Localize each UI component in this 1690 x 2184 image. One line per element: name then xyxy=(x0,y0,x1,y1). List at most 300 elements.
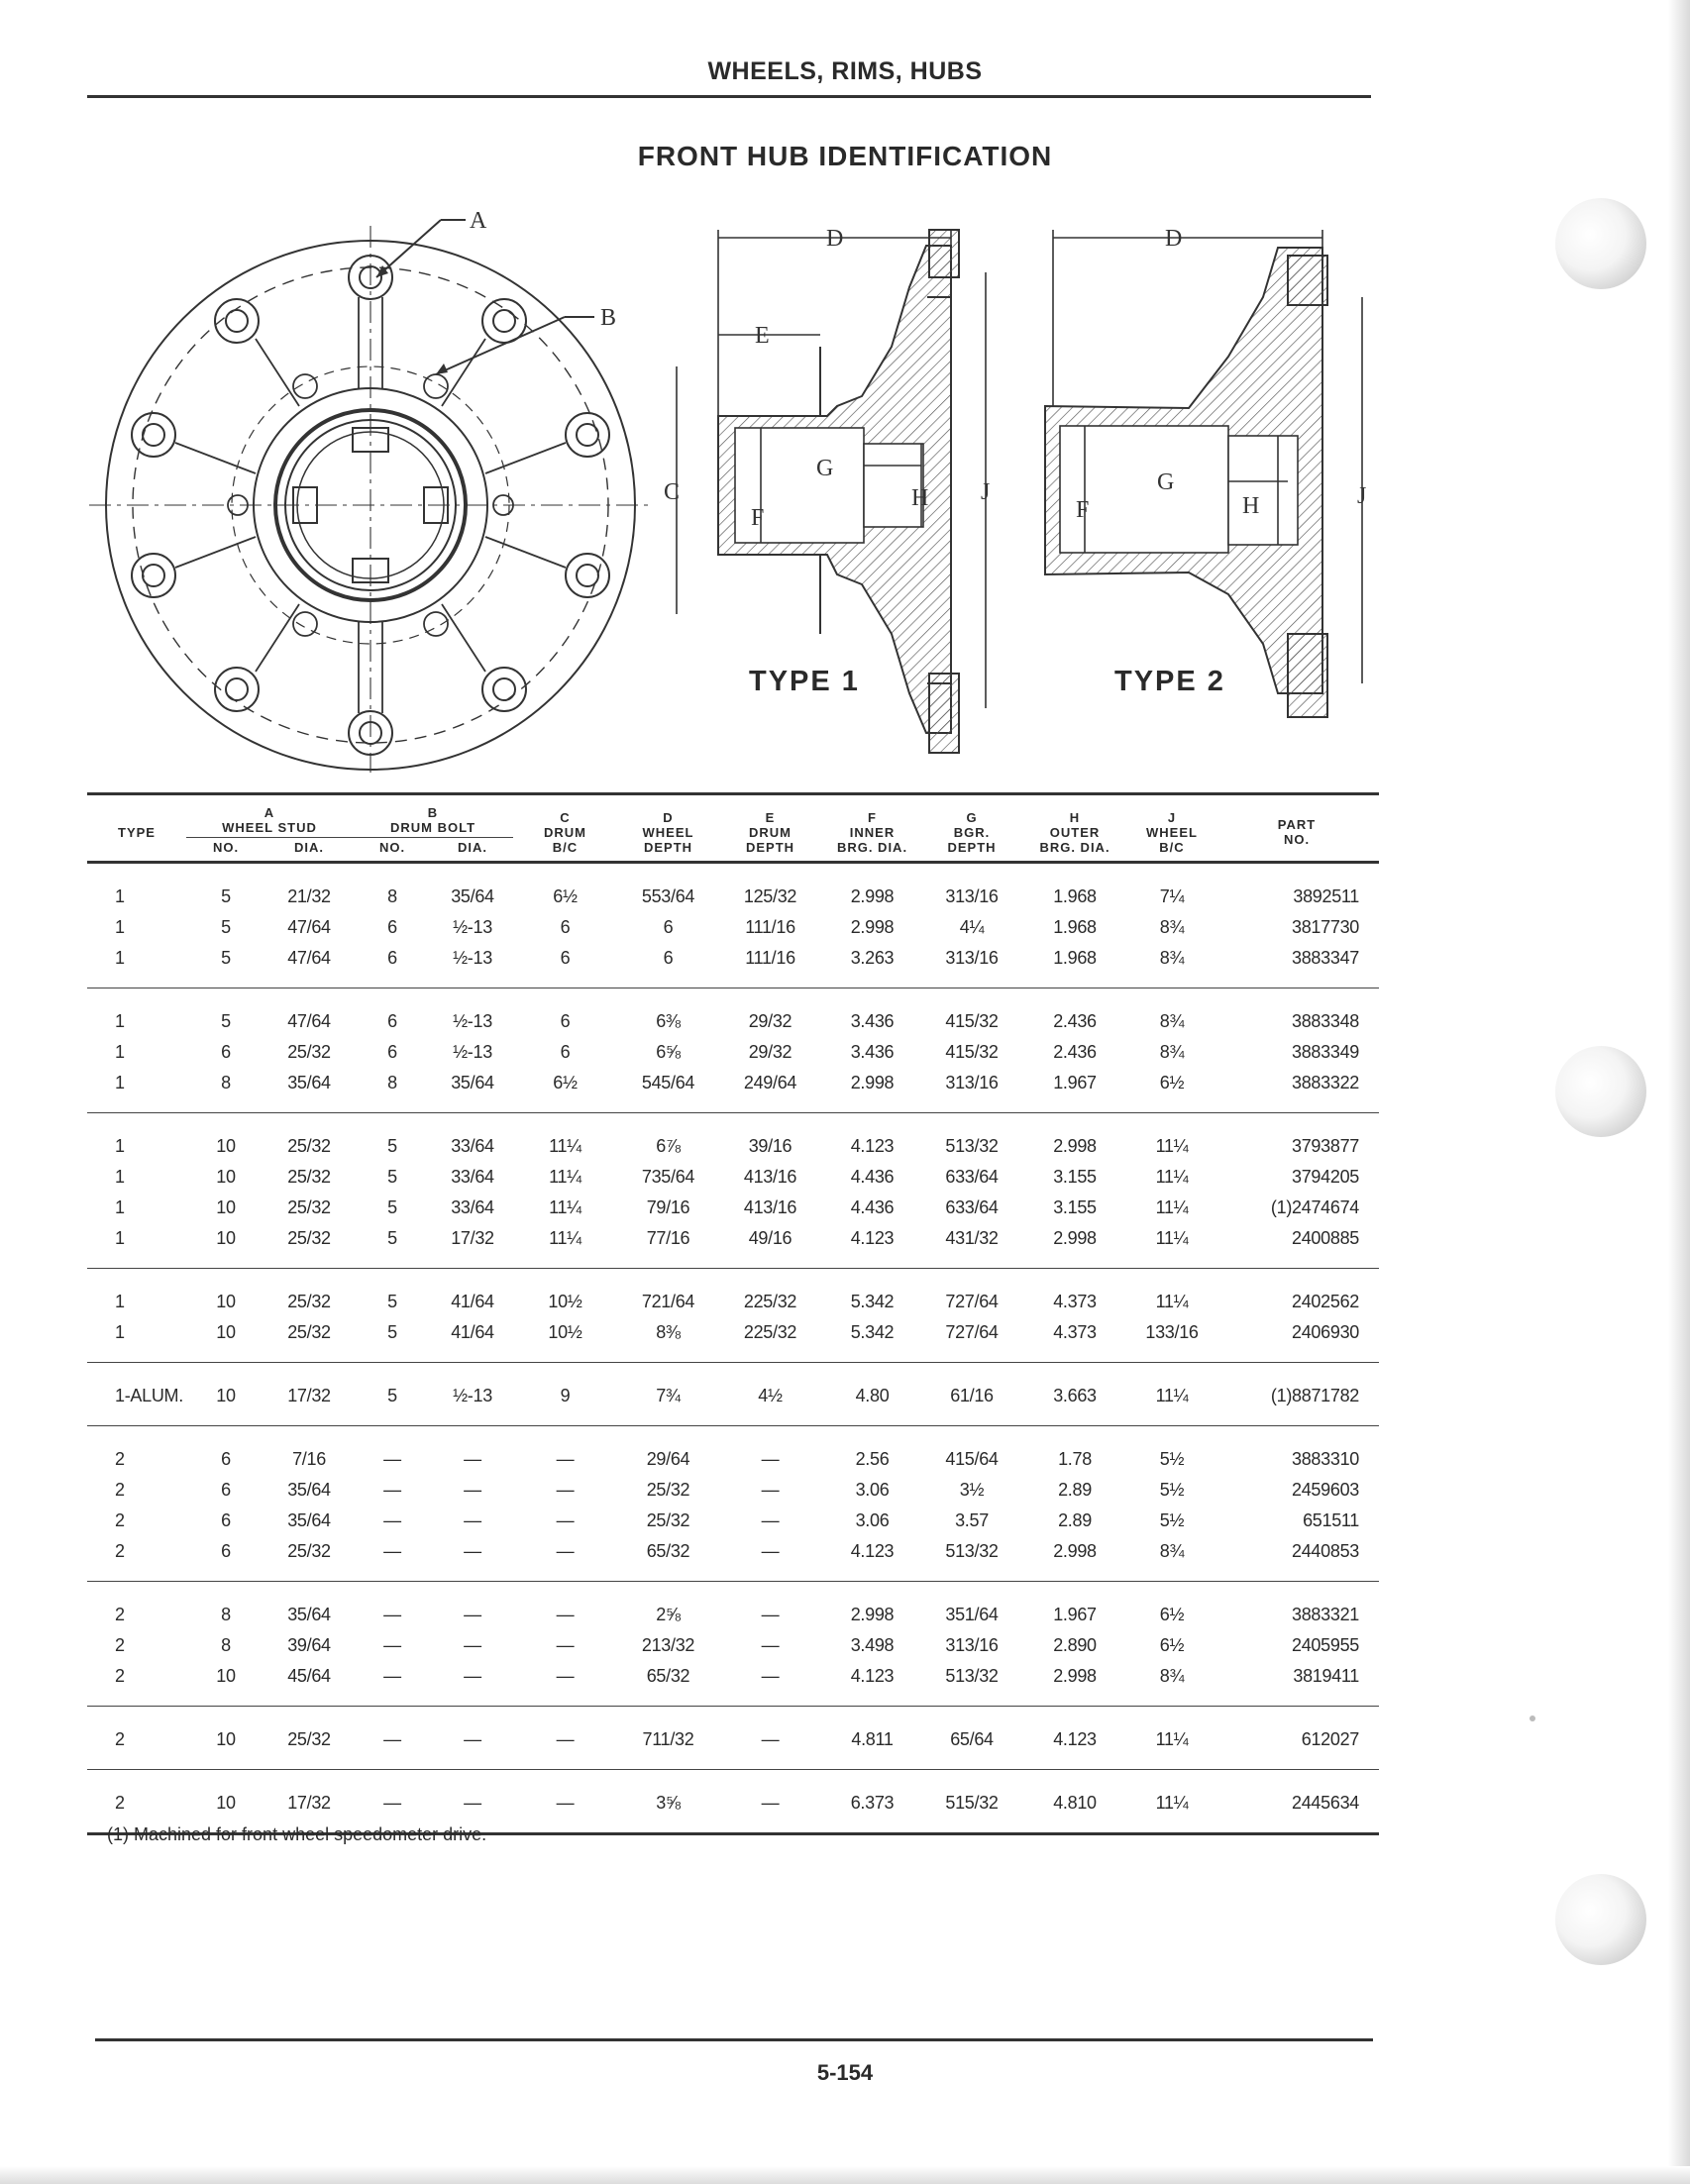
cell-bolt-no: 5 xyxy=(387,1292,397,1311)
cell-bolt-no: 5 xyxy=(387,1197,397,1217)
cell-drum-depth: 29/32 xyxy=(748,1042,792,1062)
cell-outer-brg-dia: 2.998 xyxy=(1053,1666,1097,1686)
type1-callout-g: G xyxy=(816,456,834,481)
cell-part-no: 2445634 xyxy=(1292,1793,1359,1813)
cell-stud-no: 8 xyxy=(221,1073,231,1092)
cell-bgr-depth: 415/64 xyxy=(945,1449,999,1469)
cell-wheel-bc: 6½ xyxy=(1159,1635,1185,1655)
cell-bgr-depth: 431/32 xyxy=(945,1228,999,1248)
cell-stud-no: 8 xyxy=(221,1605,231,1624)
cell-part-no: 2400885 xyxy=(1292,1228,1359,1248)
cell-inner-brg-dia: 2.56 xyxy=(855,1449,890,1469)
cell-inner-brg-dia: 4.123 xyxy=(850,1228,895,1248)
type1-callout-c: C xyxy=(664,479,681,505)
cell-outer-brg-dia: 1.967 xyxy=(1053,1073,1097,1092)
cell-drum-bc: 11¼ xyxy=(549,1197,581,1217)
cell-type: 1 xyxy=(115,948,125,968)
cell-type: 2 xyxy=(115,1729,125,1749)
cell-wheel-depth: 65/32 xyxy=(646,1666,690,1686)
cell-bgr-depth: 727/64 xyxy=(945,1322,999,1342)
cell-bgr-depth: 513/32 xyxy=(945,1136,999,1156)
cell-bolt-no: 8 xyxy=(387,886,397,906)
cell-bgr-depth: 633/64 xyxy=(945,1197,999,1217)
page-bottom-edge xyxy=(0,2166,1690,2184)
cell-wheel-bc: 8¾ xyxy=(1159,1541,1185,1561)
cell-inner-brg-dia: 4.123 xyxy=(850,1541,895,1561)
cell-type: 1 xyxy=(115,1011,125,1031)
cell-bolt-no: — xyxy=(383,1510,401,1530)
cell-drum-bc: 11¼ xyxy=(549,1136,581,1156)
cell-type: 1 xyxy=(115,1073,125,1092)
cell-type: 1 xyxy=(115,1167,125,1187)
cell-stud-dia: 25/32 xyxy=(287,1729,331,1749)
cell-stud-no: 5 xyxy=(221,917,231,937)
table-row xyxy=(87,1707,1379,1770)
hub-spec-table xyxy=(87,792,1379,1835)
cell-wheel-bc: 6½ xyxy=(1159,1073,1185,1092)
cell-bgr-depth: 313/16 xyxy=(945,1635,999,1655)
cell-drum-depth: — xyxy=(761,1635,780,1655)
cell-wheel-bc: 8¾ xyxy=(1159,1042,1185,1062)
cell-outer-brg-dia: 1.968 xyxy=(1053,948,1097,968)
cell-stud-no: 10 xyxy=(216,1136,236,1156)
cell-wheel-bc: 11¼ xyxy=(1155,1228,1189,1248)
cell-part-no: 3883321 xyxy=(1292,1605,1359,1624)
cell-bolt-dia: — xyxy=(464,1449,481,1469)
cell-bolt-dia: 41/64 xyxy=(451,1322,494,1342)
cell-inner-brg-dia: 5.342 xyxy=(850,1292,895,1311)
cell-inner-brg-dia: 3.436 xyxy=(850,1011,895,1031)
cell-type: 2 xyxy=(115,1480,125,1500)
cell-bolt-dia: — xyxy=(464,1510,481,1530)
cell-stud-dia: 35/64 xyxy=(287,1073,331,1092)
cell-stud-no: 8 xyxy=(221,1635,231,1655)
table-row xyxy=(87,1475,1379,1506)
cell-part-no: 3819411 xyxy=(1293,1666,1359,1686)
table-row xyxy=(87,1536,1379,1582)
table-row xyxy=(87,1661,1379,1707)
cell-bolt-no: — xyxy=(383,1666,401,1686)
cell-part-no: 3883349 xyxy=(1292,1042,1359,1062)
table-row xyxy=(87,863,1379,913)
cell-bolt-dia: ½-13 xyxy=(453,1042,492,1062)
cell-part-no: 3883310 xyxy=(1292,1449,1359,1469)
cell-outer-brg-dia: 4.123 xyxy=(1053,1729,1097,1749)
footer-rule xyxy=(95,2038,1373,2041)
table-row xyxy=(87,1193,1379,1223)
cell-wheel-bc: 11¼ xyxy=(1155,1197,1189,1217)
cell-bolt-no: 5 xyxy=(387,1167,397,1187)
cell-stud-no: 10 xyxy=(216,1228,236,1248)
cell-stud-no: 5 xyxy=(221,948,231,968)
cell-drum-depth: 111/16 xyxy=(745,917,795,937)
cell-bolt-no: — xyxy=(383,1635,401,1655)
footnote: (1) Machined for front wheel speedometer drive. xyxy=(107,1824,487,1844)
cell-stud-dia: 25/32 xyxy=(287,1228,331,1248)
cell-stud-no: 5 xyxy=(221,1011,231,1031)
cell-bgr-depth: 65/64 xyxy=(950,1729,994,1749)
cell-bgr-depth: 513/32 xyxy=(945,1541,999,1561)
type1-callout-f: F xyxy=(751,505,765,531)
cell-stud-no: 10 xyxy=(216,1197,236,1217)
table-row xyxy=(87,1582,1379,1631)
cell-outer-brg-dia: 2.89 xyxy=(1058,1480,1092,1500)
page-speck xyxy=(1530,1716,1535,1721)
cell-drum-depth: — xyxy=(761,1793,780,1813)
cell-part-no: 651511 xyxy=(1303,1510,1359,1530)
cell-stud-dia: 17/32 xyxy=(287,1793,331,1813)
table-row xyxy=(87,1162,1379,1193)
cell-type: 1 xyxy=(115,886,125,906)
cell-stud-no: 6 xyxy=(221,1541,231,1561)
cell-stud-dia: 45/64 xyxy=(287,1666,331,1686)
cell-drum-depth: 225/32 xyxy=(743,1322,797,1342)
cell-bolt-no: 6 xyxy=(387,948,397,968)
cell-outer-brg-dia: 3.155 xyxy=(1053,1167,1097,1187)
header-type: TYPE xyxy=(118,824,156,840)
cell-wheel-bc: 6½ xyxy=(1159,1605,1185,1624)
cell-stud-no: 10 xyxy=(216,1666,236,1686)
table-row xyxy=(87,1317,1379,1363)
table-row xyxy=(87,943,1379,988)
cell-drum-depth: 111/16 xyxy=(745,948,795,968)
table-row xyxy=(87,988,1379,1038)
table-row xyxy=(87,912,1379,943)
cell-part-no: 3883347 xyxy=(1292,948,1359,968)
callout-b-label: B xyxy=(600,305,617,331)
cell-part-no: 3793877 xyxy=(1292,1136,1359,1156)
cell-wheel-depth: 7¾ xyxy=(656,1386,681,1405)
cell-outer-brg-dia: 4.373 xyxy=(1053,1292,1097,1311)
cell-bolt-dia: 33/64 xyxy=(451,1197,494,1217)
cell-bgr-depth: 415/32 xyxy=(945,1011,999,1031)
cell-part-no: 2402562 xyxy=(1292,1292,1359,1311)
table-row xyxy=(87,1269,1379,1318)
cell-outer-brg-dia: 2.436 xyxy=(1053,1042,1097,1062)
type1-label: TYPE 1 xyxy=(749,666,860,697)
cell-part-no: 3883348 xyxy=(1292,1011,1359,1031)
page-number: 5-154 xyxy=(816,2060,874,2085)
cell-type: 2 xyxy=(115,1666,125,1686)
cell-wheel-depth: 65/32 xyxy=(646,1541,690,1561)
cell-stud-dia: 39/64 xyxy=(287,1635,331,1655)
hub-drawing xyxy=(0,0,1690,773)
cell-drum-bc: 11¼ xyxy=(549,1228,581,1248)
cell-drum-bc: 6 xyxy=(560,948,571,968)
cell-stud-dia: 25/32 xyxy=(287,1136,331,1156)
cell-drum-depth: 125/32 xyxy=(743,886,797,906)
cell-inner-brg-dia: 4.436 xyxy=(850,1167,895,1187)
cell-outer-brg-dia: 2.998 xyxy=(1053,1541,1097,1561)
cell-wheel-bc: 8¾ xyxy=(1159,1011,1185,1031)
header-stud-no: NO. xyxy=(212,840,240,855)
cell-drum-bc: — xyxy=(556,1480,575,1500)
table-row xyxy=(87,1506,1379,1536)
cell-outer-brg-dia: 3.155 xyxy=(1053,1197,1097,1217)
cell-wheel-depth: 735/64 xyxy=(641,1167,695,1187)
cell-type: 1 xyxy=(115,1042,125,1062)
header-drum-bolt: B DRUM BOLT xyxy=(353,794,513,838)
cell-inner-brg-dia: 3.498 xyxy=(850,1635,895,1655)
cell-wheel-bc: 133/16 xyxy=(1145,1322,1199,1342)
cell-bgr-depth: 313/16 xyxy=(945,886,999,906)
cell-bgr-depth: 727/64 xyxy=(945,1292,999,1311)
cell-inner-brg-dia: 4.80 xyxy=(855,1386,890,1405)
cell-wheel-depth: 711/32 xyxy=(642,1729,694,1749)
cell-bolt-dia: 35/64 xyxy=(451,886,494,906)
cell-drum-bc: — xyxy=(556,1449,575,1469)
type2-callout-j: J xyxy=(1357,483,1367,509)
cell-bolt-no: 5 xyxy=(387,1228,397,1248)
type2-callout-d: D xyxy=(1165,226,1183,252)
cell-drum-depth: — xyxy=(761,1666,780,1686)
cell-bgr-depth: 4¼ xyxy=(959,917,985,937)
cell-stud-dia: 25/32 xyxy=(287,1167,331,1187)
cell-stud-dia: 25/32 xyxy=(287,1541,331,1561)
cell-stud-no: 6 xyxy=(221,1449,231,1469)
cell-wheel-depth: 6 xyxy=(663,917,674,937)
cell-wheel-depth: 25/32 xyxy=(646,1510,690,1530)
cell-bolt-dia: — xyxy=(464,1480,481,1500)
cell-part-no: 3883322 xyxy=(1292,1073,1359,1092)
cell-wheel-bc: 7¼ xyxy=(1159,886,1185,906)
cell-stud-dia: 35/64 xyxy=(287,1480,331,1500)
type2-label: TYPE 2 xyxy=(1114,666,1225,697)
cell-wheel-depth: 545/64 xyxy=(641,1073,695,1092)
cell-drum-depth: — xyxy=(761,1510,780,1530)
type2-callout-f: F xyxy=(1076,497,1090,523)
cell-drum-bc: 6 xyxy=(560,1042,571,1062)
cell-bolt-dia: — xyxy=(464,1666,481,1686)
header-wheel-depth: D WHEEL DEPTH xyxy=(642,809,694,855)
cell-stud-dia: 25/32 xyxy=(287,1322,331,1342)
cell-stud-dia: 47/64 xyxy=(287,917,331,937)
cell-inner-brg-dia: 3.263 xyxy=(850,948,895,968)
cell-stud-dia: 25/32 xyxy=(287,1292,331,1311)
cell-stud-no: 10 xyxy=(216,1322,236,1342)
cell-drum-bc: — xyxy=(556,1510,575,1530)
cell-stud-dia: 17/32 xyxy=(287,1386,331,1405)
cell-type: 2 xyxy=(115,1635,125,1655)
cell-bolt-no: 6 xyxy=(387,1042,397,1062)
cell-stud-no: 10 xyxy=(216,1729,236,1749)
cell-type: 1 xyxy=(115,1322,125,1342)
header-wheel-stud: A WHEEL STUD xyxy=(186,794,353,838)
cell-stud-no: 10 xyxy=(216,1793,236,1813)
cell-drum-depth: — xyxy=(761,1541,780,1561)
cell-bolt-no: 5 xyxy=(387,1136,397,1156)
cell-drum-depth: 29/32 xyxy=(748,1011,792,1031)
cell-bolt-dia: 35/64 xyxy=(451,1073,494,1092)
figure-title: FRONT HUB IDENTIFICATION xyxy=(637,141,1053,171)
cell-bolt-no: — xyxy=(383,1793,401,1813)
cell-inner-brg-dia: 2.998 xyxy=(850,917,895,937)
cell-wheel-bc: 8¾ xyxy=(1159,948,1185,968)
cell-bolt-no: — xyxy=(383,1449,401,1469)
cell-stud-dia: 25/32 xyxy=(287,1042,331,1062)
callout-a-label: A xyxy=(470,208,487,234)
cell-drum-bc: 10½ xyxy=(548,1322,582,1342)
cell-wheel-depth: 6 xyxy=(663,948,674,968)
cell-outer-brg-dia: 4.373 xyxy=(1053,1322,1097,1342)
punch-hole-bottom xyxy=(1555,1874,1646,1965)
cell-stud-no: 6 xyxy=(221,1480,231,1500)
cell-bgr-depth: 513/32 xyxy=(945,1666,999,1686)
cell-drum-depth: — xyxy=(761,1605,780,1624)
cell-inner-brg-dia: 2.998 xyxy=(850,886,895,906)
cell-outer-brg-dia: 1.78 xyxy=(1058,1449,1092,1469)
cell-type: 1-ALUM. xyxy=(115,1386,183,1405)
cell-bolt-no: 5 xyxy=(387,1322,397,1342)
cell-drum-bc: — xyxy=(556,1729,575,1749)
type2-callout-h: H xyxy=(1242,493,1260,519)
cell-wheel-depth: 77/16 xyxy=(646,1228,690,1248)
cell-wheel-depth: 79/16 xyxy=(646,1197,690,1217)
cell-stud-dia: 47/64 xyxy=(287,948,331,968)
cell-drum-bc: — xyxy=(556,1541,575,1561)
cell-type: 1 xyxy=(115,1136,125,1156)
type1-callout-e: E xyxy=(755,323,770,349)
cell-drum-bc: 9 xyxy=(560,1386,571,1405)
cell-inner-brg-dia: 3.06 xyxy=(855,1510,890,1530)
table-row xyxy=(87,1068,1379,1113)
cell-inner-brg-dia: 5.342 xyxy=(850,1322,895,1342)
cell-wheel-depth: 3⅝ xyxy=(656,1793,681,1813)
type2-section xyxy=(1045,248,1327,717)
cell-drum-depth: — xyxy=(761,1480,780,1500)
cell-inner-brg-dia: 4.436 xyxy=(850,1197,895,1217)
header-inner-brg-dia: F INNER BRG. DIA. xyxy=(836,809,908,855)
cell-bolt-dia: 41/64 xyxy=(451,1292,494,1311)
table-row xyxy=(87,1037,1379,1068)
table-row xyxy=(87,1630,1379,1661)
cell-bolt-dia: — xyxy=(464,1729,481,1749)
header-stud-dia: DIA. xyxy=(294,840,324,855)
cell-outer-brg-dia: 2.436 xyxy=(1053,1011,1097,1031)
cell-outer-brg-dia: 1.968 xyxy=(1053,886,1097,906)
cell-bolt-dia: ½-13 xyxy=(453,1386,492,1405)
header-bolt-dia: DIA. xyxy=(458,840,487,855)
cell-bgr-depth: 3½ xyxy=(959,1480,985,1500)
cell-bolt-no: — xyxy=(383,1605,401,1624)
cell-wheel-bc: 11¼ xyxy=(1155,1167,1189,1187)
cell-type: 2 xyxy=(115,1449,125,1469)
cell-part-no: 2405955 xyxy=(1292,1635,1359,1655)
cell-wheel-bc: 11¼ xyxy=(1155,1729,1189,1749)
cell-part-no: 612027 xyxy=(1301,1729,1359,1749)
cell-bolt-dia: 17/32 xyxy=(451,1228,494,1248)
cell-outer-brg-dia: 4.810 xyxy=(1053,1793,1097,1813)
cell-outer-brg-dia: 2.998 xyxy=(1053,1136,1097,1156)
cell-outer-brg-dia: 2.89 xyxy=(1058,1510,1092,1530)
cell-bolt-no: 5 xyxy=(387,1386,397,1405)
cell-drum-bc: 11¼ xyxy=(549,1167,581,1187)
cell-bolt-no: 6 xyxy=(387,1011,397,1031)
table-row xyxy=(87,1113,1379,1163)
cell-inner-brg-dia: 2.998 xyxy=(850,1073,895,1092)
cell-drum-bc: — xyxy=(556,1793,575,1813)
header-drum-bc: C DRUM B/C xyxy=(544,809,586,855)
cell-part-no: 3794205 xyxy=(1292,1167,1359,1187)
cell-type: 2 xyxy=(115,1510,125,1530)
cell-wheel-bc: 11¼ xyxy=(1155,1793,1189,1813)
cell-wheel-depth: 8⅜ xyxy=(656,1322,681,1342)
cell-wheel-bc: 8¾ xyxy=(1159,1666,1185,1686)
header-outer-brg-dia: H OUTER BRG. DIA. xyxy=(1039,809,1110,855)
cell-stud-no: 6 xyxy=(221,1042,231,1062)
header-bolt-no: NO. xyxy=(378,840,406,855)
cell-drum-depth: 49/16 xyxy=(748,1228,792,1248)
cell-wheel-depth: 29/64 xyxy=(646,1449,690,1469)
cell-drum-depth: 413/16 xyxy=(743,1167,797,1187)
cell-outer-brg-dia: 2.890 xyxy=(1053,1635,1097,1655)
cell-stud-dia: 7/16 xyxy=(292,1449,326,1469)
header-part-no: PART NO. xyxy=(1277,817,1317,847)
cell-bolt-dia: — xyxy=(464,1793,481,1813)
table-row xyxy=(87,1223,1379,1269)
type2-callout-g: G xyxy=(1157,469,1175,495)
cell-bolt-no: 6 xyxy=(387,917,397,937)
cell-drum-depth: 225/32 xyxy=(743,1292,797,1311)
cell-wheel-depth: 721/64 xyxy=(641,1292,695,1311)
cell-stud-dia: 47/64 xyxy=(287,1011,331,1031)
cell-bolt-dia: ½-13 xyxy=(453,948,492,968)
header-bgr-depth: G BGR. DEPTH xyxy=(947,809,997,855)
cell-part-no: 2440853 xyxy=(1292,1541,1359,1561)
cell-stud-dia: 21/32 xyxy=(287,886,331,906)
cell-drum-bc: — xyxy=(556,1635,575,1655)
cell-inner-brg-dia: 3.06 xyxy=(855,1480,890,1500)
cell-wheel-bc: 5½ xyxy=(1159,1480,1185,1500)
cell-bolt-no: — xyxy=(383,1729,401,1749)
cell-type: 1 xyxy=(115,917,125,937)
cell-inner-brg-dia: 6.373 xyxy=(850,1793,895,1813)
cell-stud-dia: 35/64 xyxy=(287,1510,331,1530)
cell-bolt-dia: — xyxy=(464,1605,481,1624)
type1-callout-h: H xyxy=(911,485,929,511)
cell-bgr-depth: 3.57 xyxy=(955,1510,989,1530)
cell-inner-brg-dia: 4.811 xyxy=(851,1729,894,1749)
cell-bolt-no: 8 xyxy=(387,1073,397,1092)
cell-outer-brg-dia: 2.998 xyxy=(1053,1228,1097,1248)
cell-wheel-bc: 5½ xyxy=(1159,1510,1185,1530)
cell-outer-brg-dia: 3.663 xyxy=(1053,1386,1097,1405)
cell-stud-no: 10 xyxy=(216,1292,236,1311)
cell-stud-no: 6 xyxy=(221,1510,231,1530)
type1-callout-d: D xyxy=(826,226,844,252)
section-header: WHEELS, RIMS, HUBS xyxy=(707,57,983,85)
cell-bgr-depth: 313/16 xyxy=(945,1073,999,1092)
cell-bolt-dia: 33/64 xyxy=(451,1167,494,1187)
cell-inner-brg-dia: 4.123 xyxy=(850,1666,895,1686)
cell-bgr-depth: 313/16 xyxy=(945,948,999,968)
cell-outer-brg-dia: 1.968 xyxy=(1053,917,1097,937)
cell-type: 2 xyxy=(115,1793,125,1813)
cell-drum-bc: — xyxy=(556,1605,575,1624)
cell-bgr-depth: 515/32 xyxy=(945,1793,999,1813)
table-body xyxy=(87,863,1379,1834)
cell-stud-no: 5 xyxy=(221,886,231,906)
cell-type: 1 xyxy=(115,1197,125,1217)
cell-drum-bc: — xyxy=(556,1666,575,1686)
cell-wheel-bc: 11¼ xyxy=(1155,1292,1189,1311)
cell-bolt-no: — xyxy=(383,1480,401,1500)
cell-drum-bc: 10½ xyxy=(548,1292,582,1311)
cell-bgr-depth: 415/32 xyxy=(945,1042,999,1062)
cell-wheel-depth: 6⅜ xyxy=(656,1011,681,1031)
cell-bolt-dia: ½-13 xyxy=(453,917,492,937)
cell-part-no: 2406930 xyxy=(1292,1322,1359,1342)
